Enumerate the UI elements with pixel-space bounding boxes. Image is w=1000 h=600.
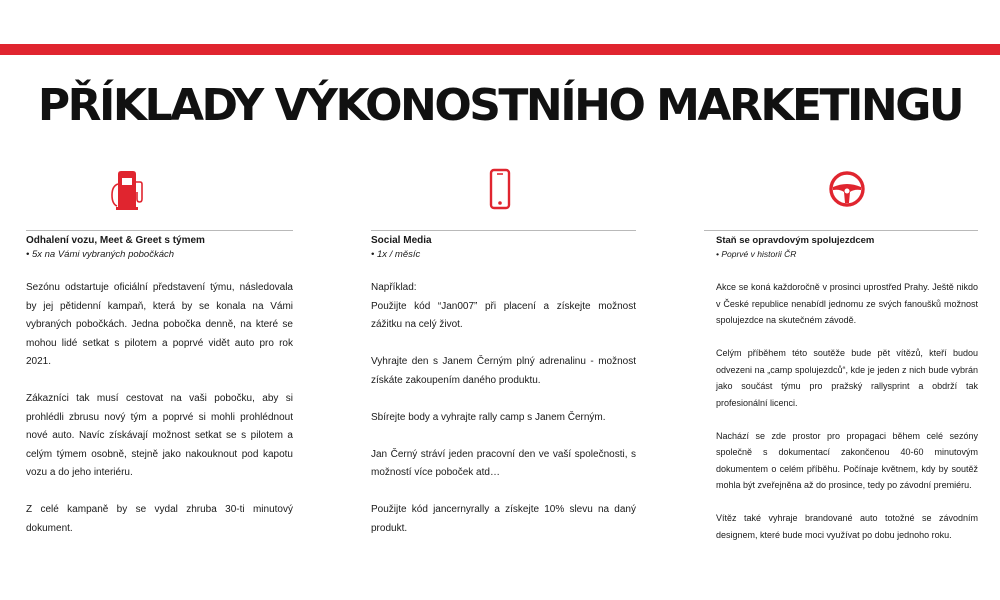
- column-heading: Odhalení vozu, Meet & Greet s týmem: [26, 235, 205, 246]
- page-title: PŘÍKLADY VÝKONOSTNÍHO MARKETINGU: [37, 80, 963, 131]
- body-paragraph: Sbírejte body a vyhrajte rally camp s Janem Černým.: [371, 411, 606, 423]
- body-paragraph: Akce se koná každoročně v prosinci uprostřed Prahy. Ještě nikdo v České republice nenabídl jednomu ze svých fanoušků možnost spolujezdce na skutečném závodě.: [716, 282, 978, 325]
- column-heading: Staň se opravdovým spolujezdcem: [716, 235, 875, 246]
- body-paragraph: Použijte kód “Jan007” při placení a získejte možnost zážitku na celý život.: [371, 300, 636, 330]
- body-paragraph: Z celé kampaně by se vydal zhruba 30-ti minutový dokument.: [26, 504, 293, 534]
- column-heading: Social Media: [371, 235, 432, 246]
- column-icon-area: [371, 168, 636, 214]
- column-body: [716, 279, 978, 543]
- body-paragraph: Použijte kód jancernyrally a získejte 10% slevu na daný produkt.: [371, 504, 636, 534]
- body-paragraph: Zákazníci tak musí cestovat na vaši pobočku, aby si prohlédli zbrusu nový tým a poprvé si mohli prohlédnout nové auto. Navíc získávají možnost setkat se s pilotem a celým týmem osobně, stejně jako nakouknout pod kapotu vozu a do jeho interiéru.: [26, 393, 293, 478]
- fuel-pump-icon: [109, 168, 149, 212]
- column-body: [26, 279, 293, 538]
- column-social-media: [371, 168, 636, 538]
- steering-wheel-icon: [827, 168, 867, 212]
- column-car-reveal: [26, 168, 293, 538]
- top-accent-bar: [0, 44, 1000, 55]
- column-co-driver: [716, 168, 978, 543]
- column-subheading: • Poprvé v historii ČR: [716, 249, 797, 259]
- body-paragraph: Vítěz také vyhraje brandované auto totožné se závodním designem, které bude moci využívat po dobu jednoho roku.: [716, 513, 978, 540]
- column-body: [371, 279, 636, 538]
- column-subheading: • 1x / měsíc: [371, 249, 421, 260]
- body-paragraph: Jan Černý stráví jeden pracovní den ve vaší společnosti, s možností více poboček atd…: [371, 448, 636, 478]
- column-divider: [371, 230, 636, 231]
- body-paragraph: Celým příběhem této soutěže bude pět vítězů, kteří budou odvezeni na „camp spolujezdců“, kde je jeden z nich bude vybrán jako součást týmu pro pražský rallysprint a obdrží tak profesionální licenci.: [716, 348, 978, 408]
- column-subheading: • 5x na Vámi vybraných pobočkách: [26, 249, 175, 260]
- body-paragraph: Například:: [371, 282, 417, 293]
- column-icon-area: [26, 168, 293, 214]
- column-icon-area: [716, 168, 978, 214]
- column-divider: [704, 230, 978, 231]
- smartphone-icon: [488, 168, 512, 212]
- body-paragraph: Nachází se zde prostor pro propagaci během celé sezóny společně s dokumentací zakončenou 40-60 minutovým dokumentem o celém příběhu. Počínaje květnem, kdy by soutěž mohla být zveřejněna až do prosince, tedy po závodní premiéru.: [716, 430, 978, 490]
- body-paragraph: Vyhrajte den s Janem Černým plný adrenalinu - možnost získáte zakoupením daného produktu.: [371, 356, 636, 386]
- body-paragraph: Sezónu odstartuje oficiální představení týmu, následovala by jej pětidenní kampaň, která by se konala na Vámi vybraných pobočkách. Jedna pobočka denně, na které se mohou lidé setkat s pilotem a poprvé vidět auto pro rok 2021.: [26, 282, 293, 367]
- column-divider: [26, 230, 293, 231]
